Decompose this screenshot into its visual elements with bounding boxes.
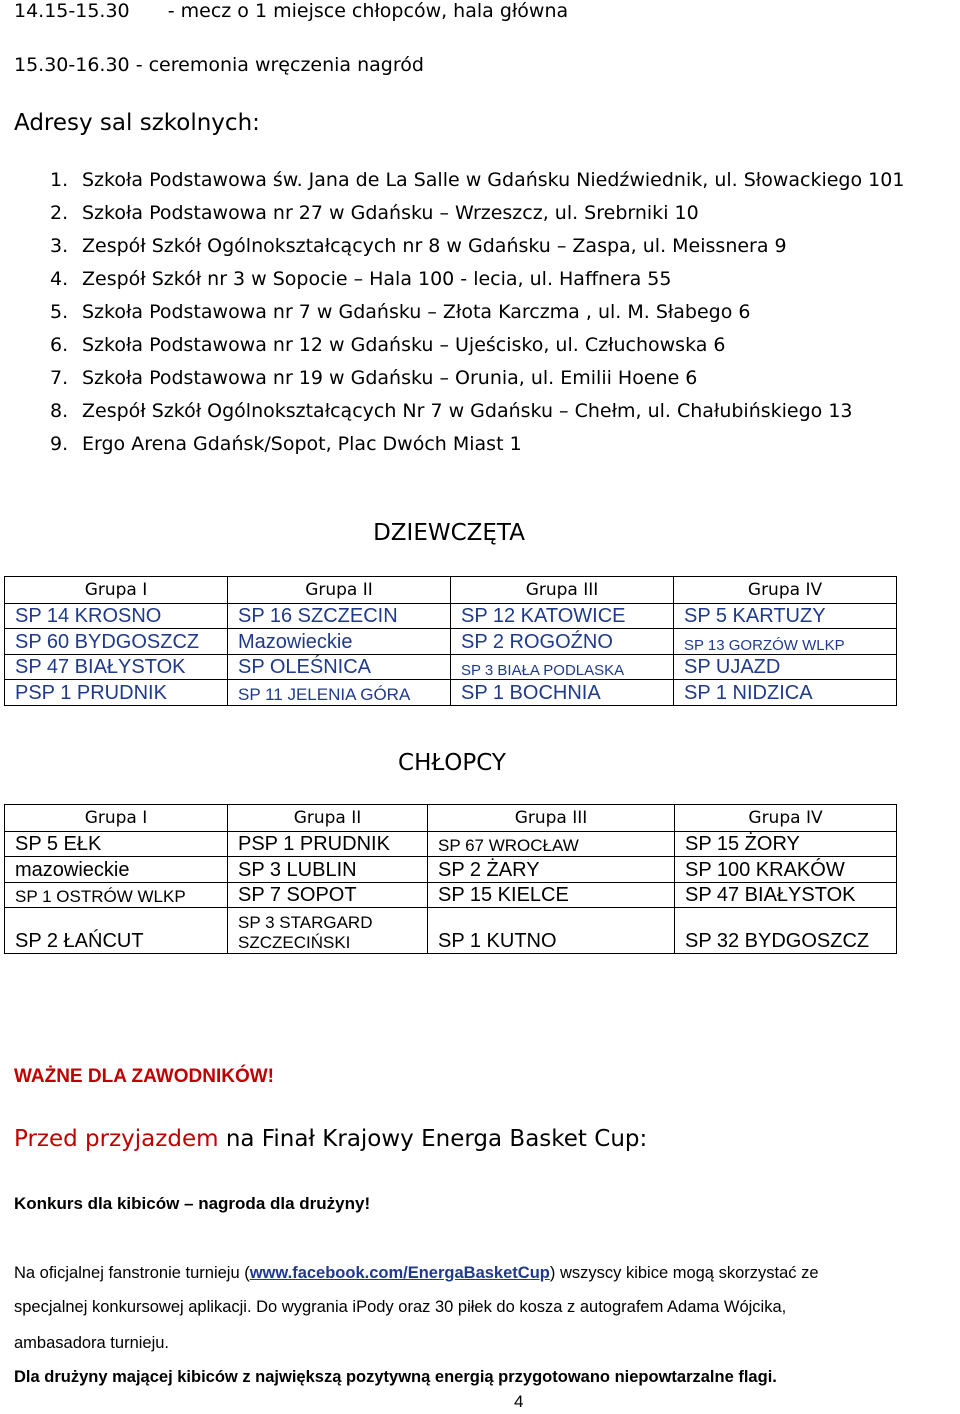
table-cell: SP 1 NIDZICA xyxy=(674,680,897,706)
column-header: Grupa III xyxy=(428,805,675,832)
page-number: 4 xyxy=(514,1392,524,1411)
table-cell: SP 3 STARGARD SZCZECIŃSKI xyxy=(228,908,428,954)
girls-title: DZIEWCZĘTA xyxy=(373,520,525,546)
table-cell: SP 2 ŻARY xyxy=(428,857,675,883)
table-cell: SP 13 GORZÓW WLKP xyxy=(674,629,897,655)
table-cell: SP 15 ŻORY xyxy=(675,832,897,857)
table-cell: SP 7 SOPOT xyxy=(228,883,428,908)
schedule-text: - mecz o 1 miejsce chłopców, hala główna xyxy=(167,0,569,22)
column-header: Grupa II xyxy=(228,805,428,832)
paragraph-line-1: Na oficjalnej fanstronie turnieju (www.facebook.com/EnergaBasketCup) wszyscy kibice mogą skorzystać ze xyxy=(14,1264,819,1282)
girls-groups-table xyxy=(4,576,897,706)
table-cell: SP 3 LUBLIN xyxy=(228,857,428,883)
column-header: Grupa IV xyxy=(674,577,897,604)
schedule-line-2 xyxy=(14,54,424,76)
column-header: Grupa IV xyxy=(675,805,897,832)
table-cell: SP 11 JELENIA GÓRA xyxy=(228,680,451,706)
table-cell: SP 47 BIAŁYSTOK xyxy=(675,883,897,908)
schedule-text: - ceremonia wręczenia nagród xyxy=(135,54,424,76)
table-cell: SP 15 KIELCE xyxy=(428,883,675,908)
table-row xyxy=(5,680,897,706)
table-cell: SP OLEŚNICA xyxy=(228,655,451,680)
address-item: 8. Zespół Szkół Ogólnokształcących Nr 7 w Gdańsku – Chełm, ul. Chałubińskiego 13 xyxy=(50,400,853,422)
table-cell: SP 32 BYDGOSZCZ xyxy=(675,908,897,954)
table-cell: SP 3 BIAŁA PODLASKA xyxy=(451,655,674,680)
table-cell: PSP 1 PRUDNIK xyxy=(228,832,428,857)
table-cell: SP 2 ROGOŹNO xyxy=(451,629,674,655)
column-header: Grupa I xyxy=(5,805,228,832)
column-header: Grupa I xyxy=(5,577,228,604)
table-cell: SP 1 OSTRÓW WLKP xyxy=(5,883,228,908)
table-cell: SP 1 KUTNO xyxy=(428,908,675,954)
boys-title: CHŁOPCY xyxy=(398,750,506,776)
table-cell: SP 47 BIAŁYSTOK xyxy=(5,655,228,680)
contest-heading: Konkurs dla kibiców – nagroda dla drużyny! xyxy=(14,1194,371,1213)
column-header: Grupa II xyxy=(228,577,451,604)
table-cell: SP 16 SZCZECIN xyxy=(228,604,451,629)
paragraph-line-2: specjalnej konkursowej aplikacji. Do wygrania iPody oraz 30 piłek do kosza z autografem Adama Wójcika, xyxy=(14,1298,787,1316)
table-cell: Mazowieckie xyxy=(228,629,451,655)
address-item: 3. Zespół Szkół Ogólnokształcących nr 8 w Gdańsku – Zaspa, ul. Meissnera 9 xyxy=(50,235,787,257)
paragraph-line-3: ambasadora turnieju. xyxy=(14,1334,170,1352)
table-cell: SP 2 ŁAŃCUT xyxy=(5,908,228,954)
table-cell: SP 1 BOCHNIA xyxy=(451,680,674,706)
table-cell: SP 60 BYDGOSZCZ xyxy=(5,629,228,655)
address-item: 2. Szkoła Podstawowa nr 27 w Gdańsku – Wrzeszcz, ul. Srebrniki 10 xyxy=(50,202,699,224)
table-cell: SP 12 KATOWICE xyxy=(451,604,674,629)
address-item: 9. Ergo Arena Gdańsk/Sopot, Plac Dwóch Miast 1 xyxy=(50,433,522,455)
address-item: 7. Szkoła Podstawowa nr 19 w Gdańsku – Orunia, ul. Emilii Hoene 6 xyxy=(50,367,698,389)
table-header-row xyxy=(5,805,897,832)
flags-note: Dla drużyny mającej kibiców z największą pozytywną energią przygotowano niepowtarzalne flagi. xyxy=(14,1368,777,1386)
address-item: 5. Szkoła Podstawowa nr 7 w Gdańsku – Złota Karczma , ul. M. Słabego 6 xyxy=(50,301,751,323)
schedule-time: 15.30-16.30 xyxy=(14,54,130,76)
addresses-heading: Adresy sal szkolnych: xyxy=(14,110,260,136)
boys-groups-table xyxy=(4,804,897,954)
table-row xyxy=(5,883,897,908)
table-cell: SP 5 EŁK xyxy=(5,832,228,857)
table-row xyxy=(5,908,897,954)
table-row xyxy=(5,857,897,883)
schedule-time: 14.15-15.30 xyxy=(14,0,130,22)
addresses-list xyxy=(50,166,904,463)
address-item: 1. Szkoła Podstawowa św. Jana de La Salle w Gdańsku Niedźwiednik, ul. Słowackiego 101 xyxy=(50,169,905,191)
schedule-line-1 xyxy=(14,0,568,22)
address-item: 6. Szkoła Podstawowa nr 12 w Gdańsku – Ujeścisko, ul. Człuchowska 6 xyxy=(50,334,726,356)
table-header-row xyxy=(5,577,897,604)
table-cell: SP 5 KARTUZY xyxy=(674,604,897,629)
column-header: Grupa III xyxy=(451,577,674,604)
before-arrival-line: Przed przyjazdem na Finał Krajowy Energa Basket Cup: xyxy=(14,1126,648,1152)
address-item: 4. Zespół Szkół nr 3 w Sopocie – Hala 100 - lecia, ul. Haffnera 55 xyxy=(50,268,672,290)
table-row xyxy=(5,655,897,680)
table-cell: mazowieckie xyxy=(5,857,228,883)
facebook-link[interactable]: www.facebook.com/EnergaBasketCup xyxy=(249,1264,550,1282)
table-row xyxy=(5,629,897,655)
table-cell: SP 100 KRAKÓW xyxy=(675,857,897,883)
table-cell: SP 14 KROSNO xyxy=(5,604,228,629)
table-row xyxy=(5,604,897,629)
table-cell: SP 67 WROCŁAW xyxy=(428,832,675,857)
table-cell: SP UJAZD xyxy=(674,655,897,680)
table-row xyxy=(5,832,897,857)
important-heading: WAŻNE DLA ZAWODNIKÓW! xyxy=(14,1066,274,1087)
table-cell: PSP 1 PRUDNIK xyxy=(5,680,228,706)
